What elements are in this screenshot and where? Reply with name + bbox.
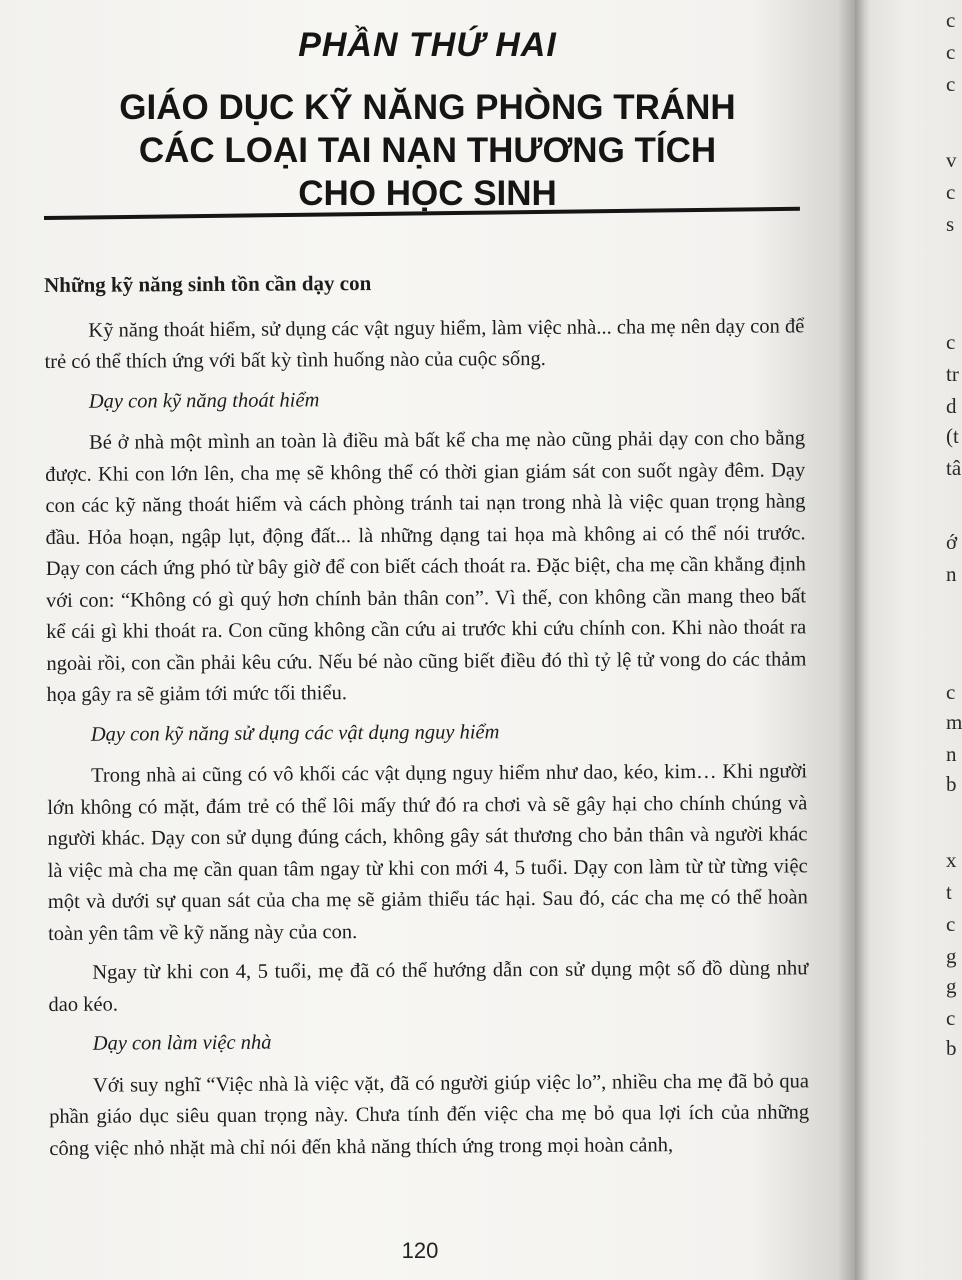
right-page-fragment: c: [946, 1006, 956, 1030]
part-title-line: GIÁO DỤC KỸ NĂNG PHÒNG TRÁNH: [119, 88, 736, 127]
right-page-fragment: b: [946, 1036, 957, 1060]
escape-skills-paragraph: Bé ở nhà một mình an toàn là điều mà bất kể cha mẹ nào cũng phải dạy con cho bằng được. Khi con lớn lên, cha mẹ sẽ không thể có thời gian giám sát con suốt ngày đêm. Dạy con các kỹ năng thoát hiểm và cách phòng tránh tai nạn trong nhà là việc quan trọng hàng đầu. Hỏa hoạn, ngập lụt, động đất... là những dạng tai họa mà không ai có thể nói trước. Dạy con cách ứng phó từ bây giờ để con biết cách thoát ra. Đặc biệt, cha mẹ cần khẳng định với con: “Không có gì quý hơn chính bản thân con”. Vì thế, con không cần mang theo bất kể cái gì khi thoát ra. Con cũng không cần cứu ai trước khi cứu chính con. Khi nào thoát ra ngoài rồi, con cần phải kêu cứu. Nếu bé nào cũng biết điều đó thì tỷ lệ tử vong do các thảm họa gây ra sẽ giảm tới mức tối thiểu.: [45, 427, 807, 706]
part-title-line: CHO HỌC SINH: [298, 174, 557, 213]
dangerous-objects-paragraph: Trong nhà ai cũng có vô khối các vật dụng nguy hiểm như dao, kéo, kim… Khi người lớn không có mặt, đám trẻ có thể lôi mấy thứ đó ra chơi và sẽ gây hại cho chính chúng và người khác. Dạy con sử dụng đúng cách, không gây sát thương cho bản thân và người khác là việc mà cha mẹ cần quan tâm ngay từ khi con mới 4, 5 tuổi. Dạy con làm từ từ từng việc một và dưới sự quan sát của cha mẹ sẽ giảm thiểu tác hại. Sau đó, các cha mẹ có thể hoàn toàn yên tâm về kỹ năng này của con.: [47, 760, 808, 945]
right-page-fragment: c: [946, 330, 956, 354]
right-page-fragment: v: [946, 148, 957, 172]
page-body: [44, 265, 810, 1173]
right-page-fragment: c: [946, 72, 956, 96]
right-page-fragment: t: [946, 880, 952, 904]
right-page-fragment: c: [946, 8, 956, 32]
right-page-fragment: tr: [946, 362, 959, 386]
part-title: [0, 86, 855, 215]
subheading-dangerous-objects: Dạy con kỹ năng sử dụng các vật dụng nguy hiểm: [90, 720, 500, 746]
right-page-fragment: g: [946, 974, 957, 998]
right-page-fragment: b: [946, 772, 957, 796]
right-page-fragment: m: [946, 710, 962, 734]
right-page-fragment: (t: [946, 424, 959, 448]
right-page-fragment: c: [946, 912, 956, 936]
dangerous-objects-paragraph-2: Ngay từ khi con 4, 5 tuổi, mẹ đã có thể hướng dẫn con sử dụng một số đồ dùng như dao kéo.: [48, 957, 809, 1016]
right-page-fragment: n: [946, 742, 957, 766]
subheading-housework: Dạy con làm việc nhà: [92, 1031, 272, 1055]
book-gutter: [855, 0, 871, 1280]
right-page-fragment: x: [946, 848, 957, 872]
subheading-escape-skills: Dạy con kỹ năng thoát hiểm: [88, 388, 320, 413]
right-page-fragment: tâ: [946, 456, 962, 480]
right-page-fragment: ớ: [946, 530, 958, 554]
right-page-fragment: d: [946, 394, 957, 418]
part-title-line: CÁC LOẠI TAI NẠN THƯƠNG TÍCH: [138, 131, 717, 170]
right-page-fragment: n: [946, 562, 957, 586]
page-number: 120: [401, 1238, 439, 1263]
intro-paragraph: Kỹ năng thoát hiểm, sử dụng các vật nguy hiểm, làm việc nhà... cha mẹ nên dạy con để trẻ có thể thích ứng với bất kỳ tình huống nào của cuộc sống.: [44, 314, 805, 373]
right-page-fragment: g: [946, 944, 957, 968]
section-heading: Những kỹ năng sinh tồn cần dạy con: [44, 271, 372, 297]
part-label: PHẦN THỨ HAI: [298, 26, 557, 64]
right-page-fragment: s: [946, 212, 955, 236]
right-page-fragment: c: [946, 40, 956, 64]
housework-paragraph: Với suy nghĩ “Việc nhà là việc vặt, đã có người giúp việc lo”, nhiều cha mẹ đã bỏ qua phần giáo dục siêu quan trọng này. Chưa tính đến việc cha mẹ bỏ qua lợi ích của những công việc nhỏ nhặt mà chỉ nói đến khả năng thích ứng trong mọi hoàn cảnh,: [49, 1069, 810, 1160]
right-page-fragment: c: [946, 680, 956, 704]
right-page-fragment: c: [946, 180, 956, 204]
